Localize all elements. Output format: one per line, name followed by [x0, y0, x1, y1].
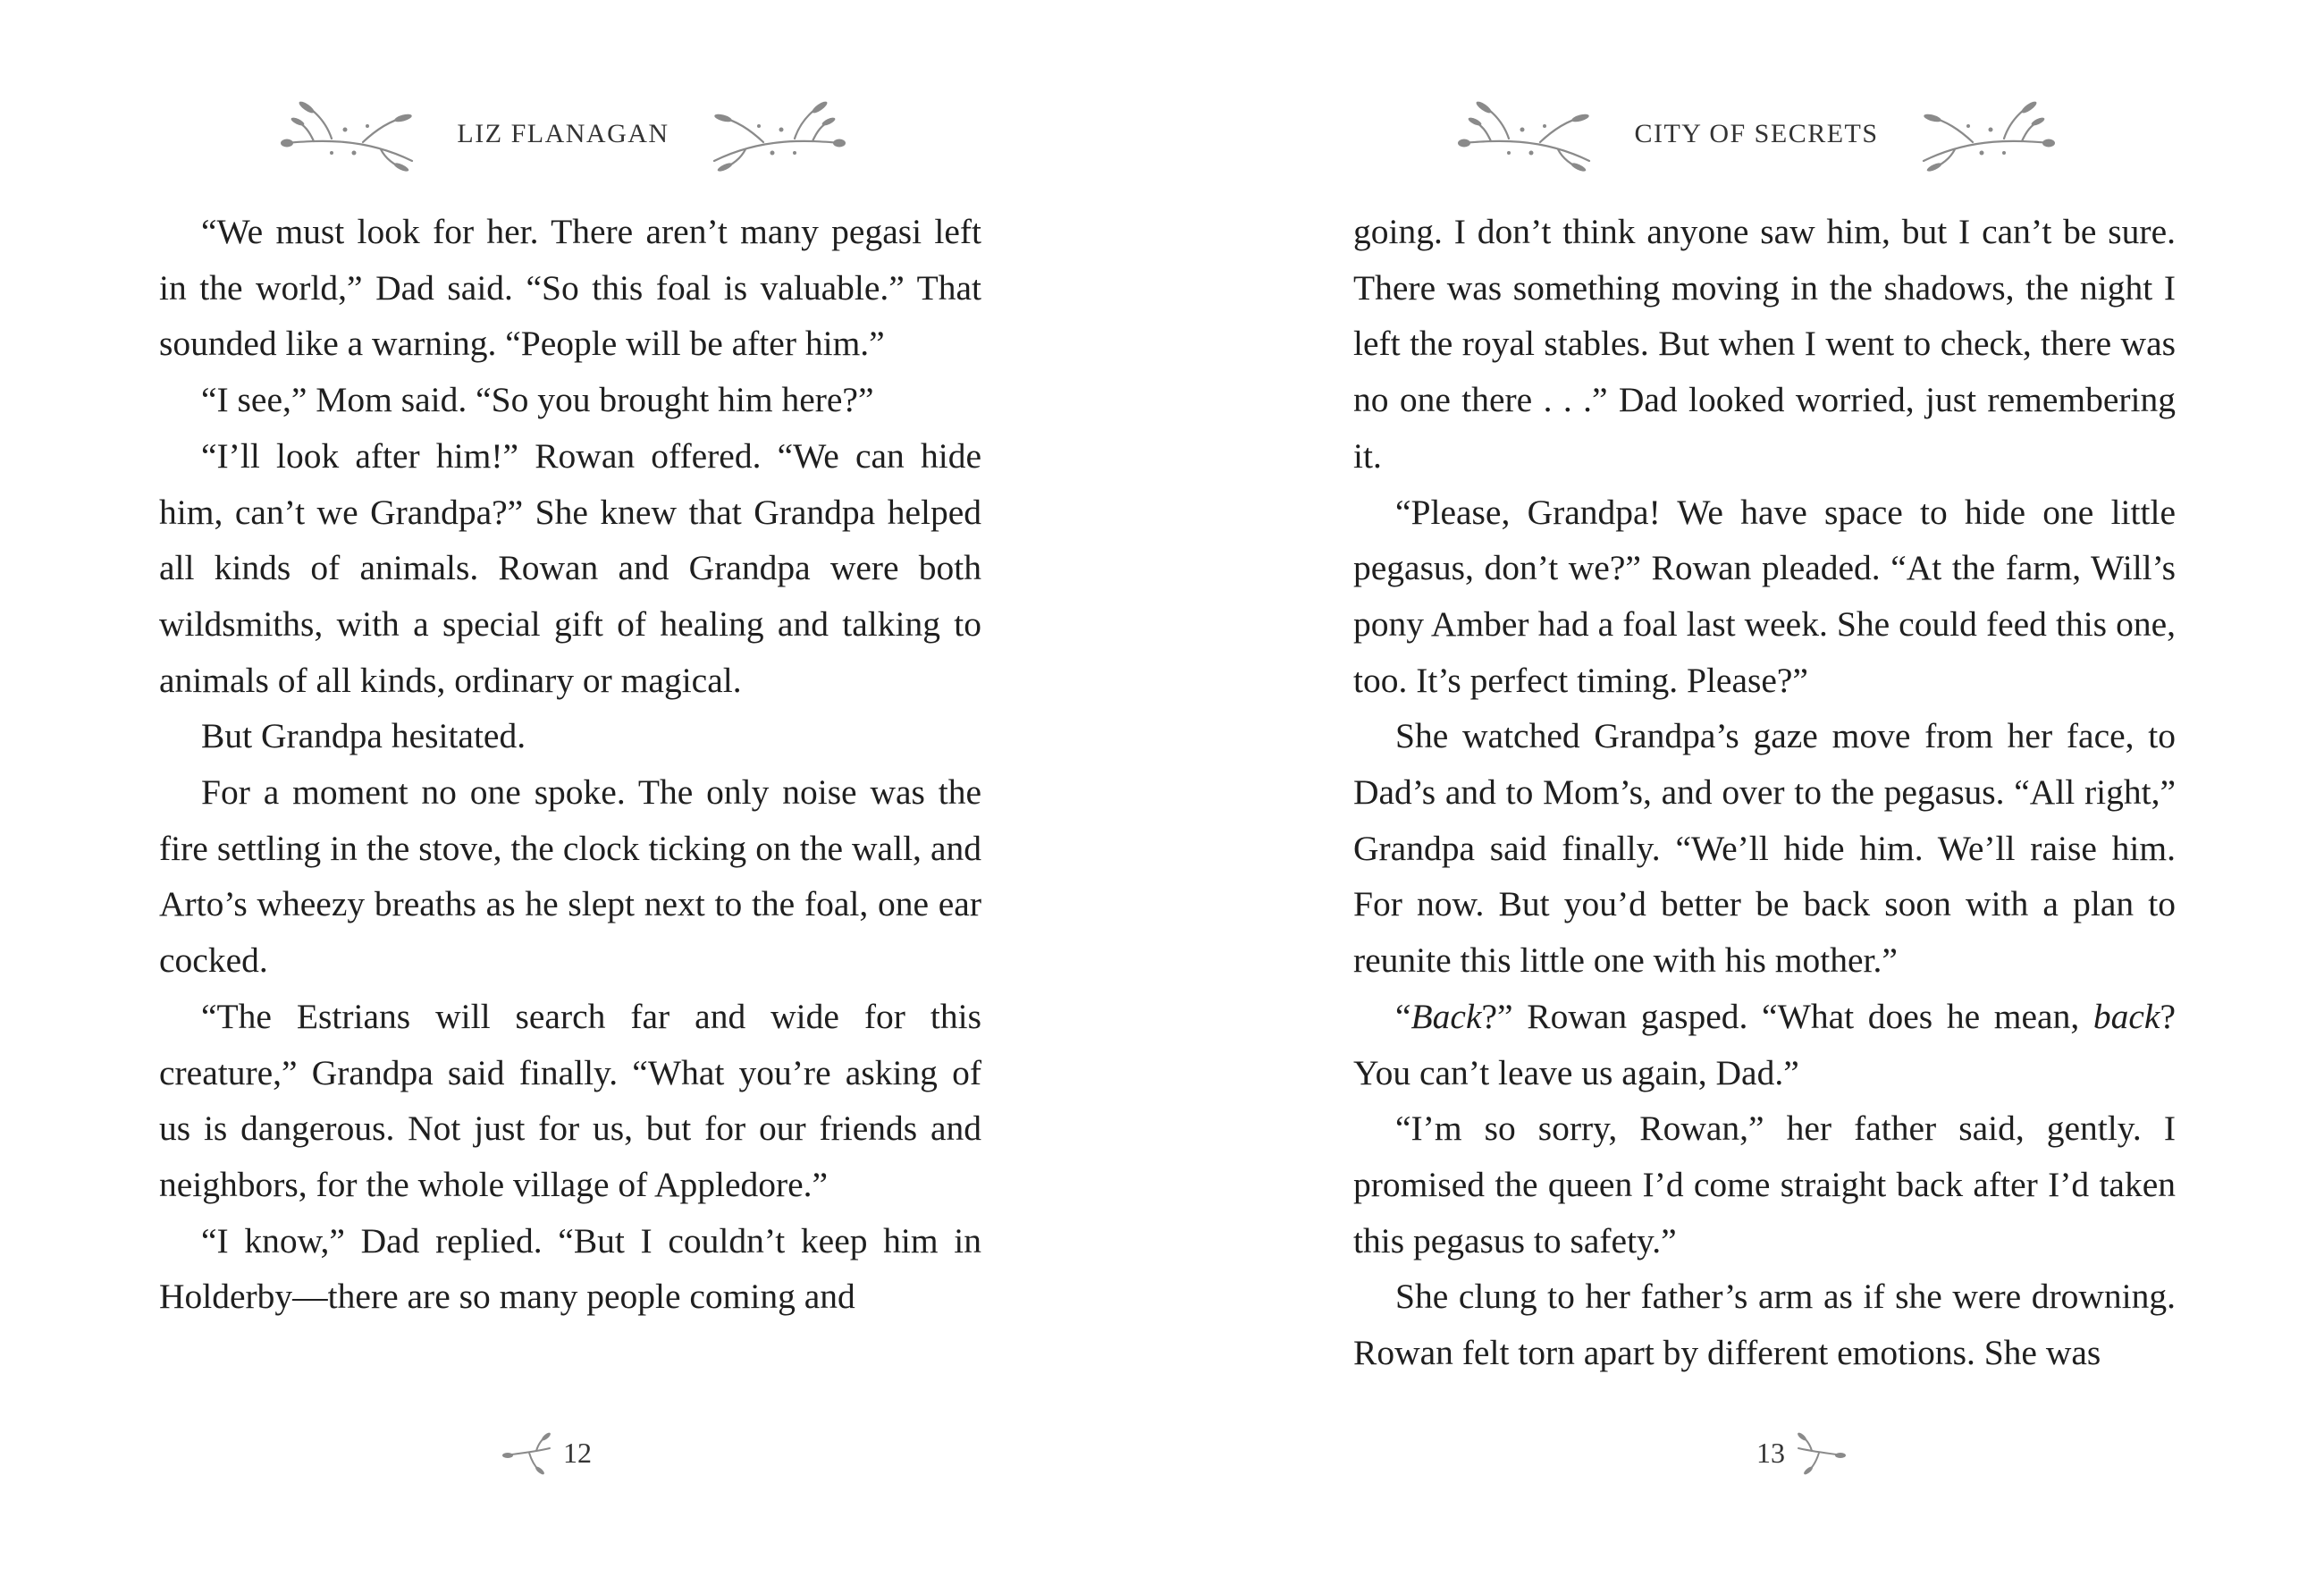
- paragraph: For a moment no one spoke. The only noise was the fire settling in the stove, the clock ticking on the wall, and Arto’s wheezy breaths as he slept next to the foal, one ear cocked.: [159, 772, 981, 981]
- paragraph: “Please, Grandpa! We have space to hide one little pegasus, don’t we?” Rowan pleaded. “At the farm, Will’s pony Amber had a foal last week. She could feed this one, too. It’s perfect timing. Please?”: [1353, 492, 2176, 700]
- running-head: [1435, 89, 2078, 179]
- leaf-sprig-icon: [1455, 94, 1598, 174]
- paragraph: “I know,” Dad replied. “But I couldn’t keep him in Holderby—there are so many people coming and: [159, 1220, 981, 1317]
- page-number-footer: [501, 1426, 601, 1480]
- leaf-sprig-icon: [705, 94, 848, 174]
- right-page: [1162, 0, 2324, 1585]
- running-head: [241, 89, 885, 179]
- leaf-sprig-icon: [1915, 94, 2058, 174]
- paragraph: “I’m so sorry, Rowan,” her father said, gently. I promised the queen I’d come straight back after I’d taken this pegasus to safety.”: [1353, 1109, 2176, 1260]
- paragraph: “I see,” Mom said. “So you brought him here?”: [201, 380, 874, 420]
- running-head-author: LIZ FLANAGAN: [457, 119, 669, 148]
- paragraph: going. I don’t think anyone saw him, but I can’t be sure. There was something moving in the shadows, the night I left the royal stables. But when I went to check, there was no one there . . .” Dad looked worried, just remembering it.: [1353, 212, 2176, 476]
- running-head-book-title: CITY OF SECRETS: [1634, 119, 1879, 148]
- page-number: 13: [1756, 1436, 1785, 1469]
- text-run: “: [1395, 996, 1411, 1036]
- italic-text: Back: [1410, 996, 1482, 1036]
- text-run: ?” Rowan gasped. “What does he mean,: [1481, 996, 2093, 1036]
- page-number-footer: [1747, 1426, 1848, 1480]
- page-number: 12: [563, 1436, 592, 1469]
- italic-text: back: [2092, 996, 2160, 1036]
- paragraph: But Grandpa hesitated.: [201, 716, 526, 756]
- leaf-sprig-icon: [1794, 1430, 1848, 1475]
- paragraph: She watched Grandpa’s gaze move from her face, to Dad’s and to Mom’s, and over to the pegasus. “All right,” Grandpa said finally. “We’ll hide him. We’ll raise him. For now. But you’d better be back soon with a plan to reunite this little one with his mother.”: [1353, 716, 2176, 981]
- paragraph: [1353, 989, 2176, 1100]
- leaf-sprig-icon: [278, 94, 421, 174]
- body-text: [159, 204, 981, 1325]
- paragraph: “The Estrians will search far and wide for this creature,” Grandpa said finally. “What you’re asking of us is dangerous. Not just for us, but for our friends and neighbors, for the whole village of Appledore.”: [159, 996, 981, 1204]
- leaf-sprig-icon: [501, 1430, 554, 1475]
- paragraph: “We must look for her. There aren’t many pegasi left in the world,” Dad said. “So this foal is valuable.” That sounded like a warning. “People will be after him.”: [159, 212, 981, 364]
- paragraph: “I’ll look after him!” Rowan offered. “We can hide him, can’t we Grandpa?” She knew that Grandpa helped all kinds of animals. Rowan and Grandpa were both wildsmiths, with a special gift of healing and talking to animals of all kinds, ordinary or magical.: [159, 435, 981, 700]
- paragraph: She clung to her father’s arm as if she were drowning. Rowan felt torn apart by different emotions. She was: [1353, 1277, 2176, 1373]
- text-run: ? You can’t leave us again, Dad.”: [1353, 996, 2176, 1092]
- body-text: [1353, 204, 2176, 1381]
